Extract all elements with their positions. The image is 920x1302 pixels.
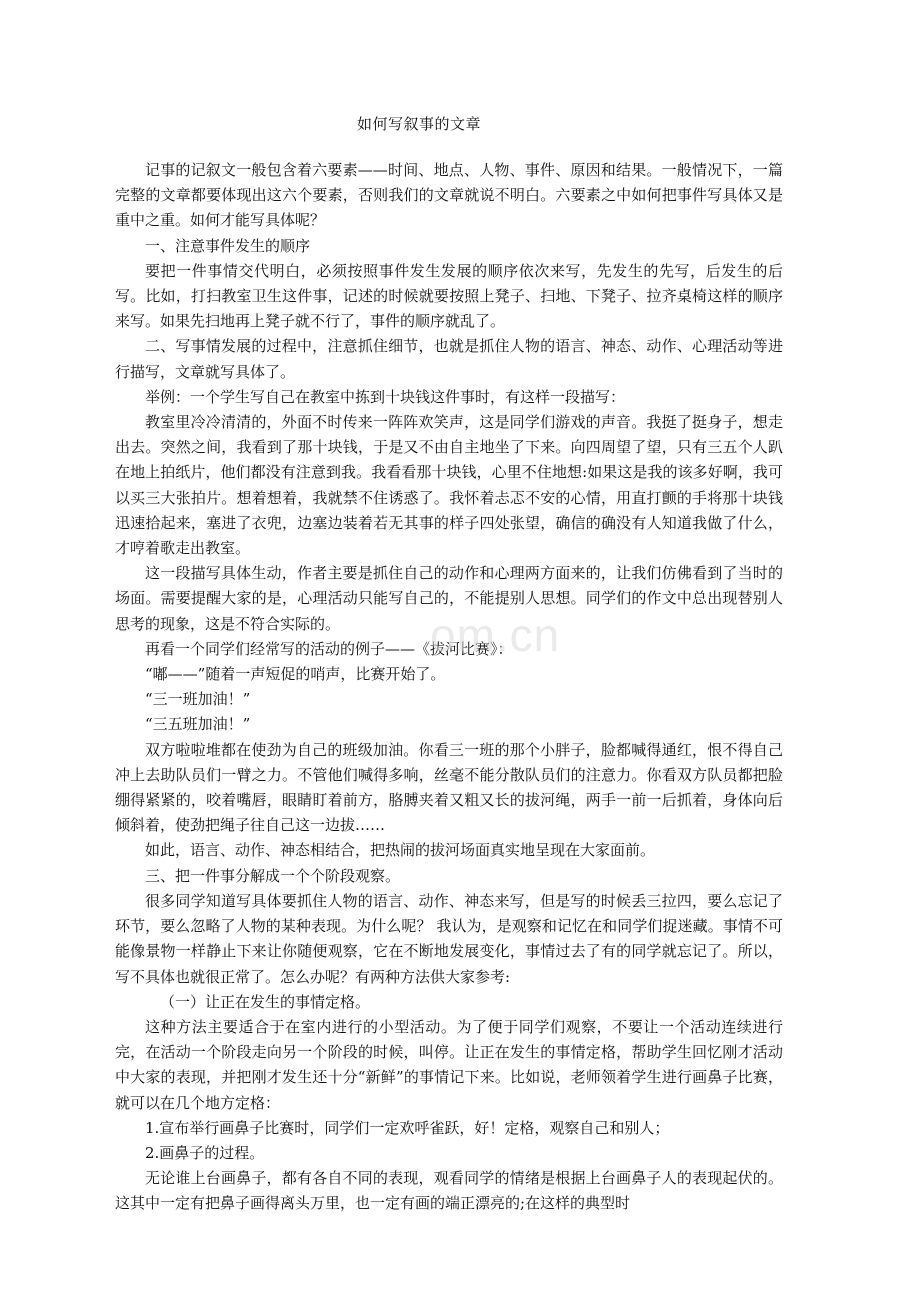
paragraph: 记事的记叙文一般包含着六要素——时间、地点、人物、事件、原因和结果。一般情况下，一篇完整的文章都要体现出这六个要素，否则我们的文章就说不明白。六要素之中如何把事件写具体又是重中之重。如何才能写具体呢？: [115, 161, 783, 230]
section-heading: 三、把一件事分解成一个个阶段观察。: [145, 866, 401, 885]
paragraph: 教室里冷冷清清的，外面不时传来一阵阵欢笑声，这是同学们游戏的声音。我挺了挺身子，想走出去。突然之间，我看到了那十块钱，于是又不由自主地坐了下来。向四周望了望，只有三五个人趴在地上拍纸片，他们都没有注意到我。我看看那十块钱，心里不住地想:如果这是我的该多好啊，我可以买三大张拍片。想着想着，我就禁不住诱惑了。我怀着忐忑不安的心情，用直打颤的手将那十块钱迅速拾起来，塞进了衣兜，边塞边装着若无其事的样子四处张望，确信的确没有人知道我做了什么，才哼着歌走出教室。: [115, 413, 783, 558]
section-heading: 一、注意事件发生的顺序: [145, 236, 311, 255]
paragraph: 如此，语言、动作、神态相结合，把热闹的拔河场面真实地呈现在大家面前。: [145, 841, 656, 860]
paragraph: 再看一个同学们经常写的活动的例子——《拔河比赛》：: [145, 639, 513, 658]
watermark-text: om.cn: [430, 609, 561, 661]
paragraph: 举例：一个学生写自己在教室中拣到十块钱这件事时，有这样一段描写：: [145, 387, 626, 406]
subsection-heading: （一）让正在发生的事情定格。: [160, 992, 371, 1011]
paragraph: 这一段描写具体生动，作者主要是抓住自己的动作和心理两方面来的，让我们仿佛看到了当时的场面。需要提醒大家的是，心理活动只能写自己的，不能提别人思想。同学们的作文中总出现替别人思考的现象，这是不符合实际的。: [115, 564, 783, 633]
list-item: 1.宣布举行画鼻子比赛时，同学们一定欢呼雀跃，好！定格，观察自己和别人；: [145, 1118, 670, 1137]
document-body: [115, 158, 783, 1217]
list-item: 2.画鼻子的过程。: [145, 1143, 265, 1162]
paragraph: 这种方法主要适合于在室内进行的小型活动。为了便于同学们观察，不要让一个活动连续进行完，在活动一个阶段走向另一个阶段的时候，叫停。让正在发生的事情定格，帮助学生回忆刚才活动中大家的表现，并把刚才发生还十分“新鲜”的事情记下来。比如说，老师领着学生进行画鼻子比赛，就可以在几个地方定格：: [115, 1017, 783, 1112]
paragraph: “三一班加油！”: [145, 690, 251, 709]
section-heading: 二、写事情发展的过程中，注意抓住细节，也就是抓住人物的语言、神态、动作、心理活动等进行描写，文章就写具体了。: [115, 337, 783, 381]
paragraph: 要把一件事情交代明白，必须按照事件发生发展的顺序依次来写，先发生的先写，后发生的后写。比如，打扫教室卫生这件事，记述的时候就要按照上凳子、扫地、下凳子、拉齐桌椅这样的顺序来写。如果先扫地再上凳子就不行了，事件的顺序就乱了。: [115, 261, 783, 331]
paragraph: “三五班加油！”: [145, 715, 251, 734]
paragraph: “嘟——”随着一声短促的哨声，比赛开始了。: [145, 665, 446, 684]
document-title: 如何写叙事的文章: [356, 115, 481, 133]
paragraph: 很多同学知道写具体要抓住人物的语言、动作、神态来写，但是写的时候丢三拉四，要么忘记了环节，要么忽略了人物的某种表现。为什么呢？ 我认为，是观察和记忆在和同学们捉迷藏。事情不可能像景物一样静止下来让你随便观察，它在不断地发展变化，事情过去了有的同学就忘记了。所以，写不具体也就很正常了。怎么办呢？有两种方法供大家参考:: [115, 891, 783, 986]
paragraph: 无论谁上台画鼻子，都有各自不同的表现，观看同学的情绪是根据上台画鼻子人的表现起伏的。这其中一定有把鼻子画得离头万里，也一定有画的端正漂亮的;在这样的典型时: [115, 1169, 783, 1213]
paragraph: 双方啦啦堆都在使劲为自己的班级加油。你看三一班的那个小胖子，脸都喊得通红，恨不得自己冲上去助队员们一臂之力。不管他们喊得多响，丝毫不能分散队员们的注意力。你看双方队员都把脸绷得紧紧的，咬着嘴唇，眼睛盯着前方，胳膊夹着又粗又长的拔河绳，两手一前一后抓着，身体向后倾斜着，使劲把绳子往自己这一边拔……: [115, 740, 783, 835]
